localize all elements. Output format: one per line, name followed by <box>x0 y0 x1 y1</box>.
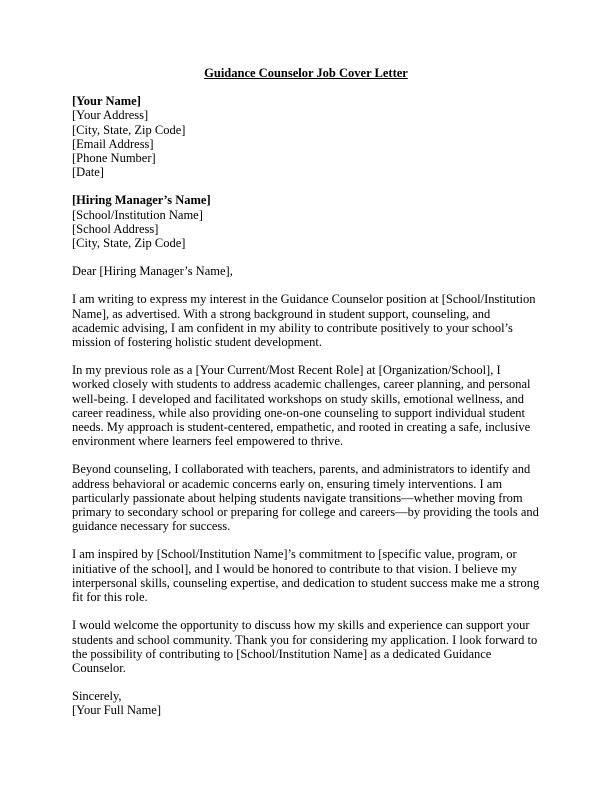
signature-name: [Your Full Name] <box>72 703 162 718</box>
document-title: Guidance Counselor Job Cover Letter <box>204 66 408 80</box>
sender-block <box>72 94 540 179</box>
sender-phone: [Phone Number] <box>72 151 156 166</box>
recipient-institution: [School/Institution Name] <box>72 207 203 222</box>
salutation: Dear [Hiring Manager’s Name], <box>72 264 233 279</box>
sender-address: [Your Address] <box>72 108 149 123</box>
signoff: Sincerely, <box>72 689 122 704</box>
sender-name: [Your Name] <box>72 94 141 109</box>
recipient-block <box>72 193 540 250</box>
body-paragraph-collaboration: Beyond counseling, I collaborated with teachers, parents, and administrators to identify and address behavioral or academic concerns early on, ensuring timely interventions. I am particularly passionate about helping students navigate transitions—whether moving from primary to secondary school or preparing for college and careers—by providing the tools and guidance necessary for success. <box>72 462 539 534</box>
recipient-address: [School Address] <box>72 221 159 236</box>
body-paragraph-experience: In my previous role as a [Your Current/Most Recent Role] at [Organization/School], I worked closely with students to address academic challenges, career planning, and personal well-being. I developed and facilitated workshops on study skills, emotional wellness, and career readiness, while also providing one-on-one counseling to support individual student needs. My approach is student-centered, empathetic, and rooted in creating a safe, inclusive environment where learners feel empowered to thrive. <box>72 363 531 449</box>
body-paragraph-closing: I would welcome the opportunity to discuss how my skills and experience can support your students and school community. Thank you for considering my application. I look forward to the possibility of contributing to [School/Institution Name] as a dedicated Guidance Counselor. <box>72 618 538 675</box>
body-paragraph-intro: I am writing to express my interest in the Guidance Counselor position at [School/Institution Name], as advertised. With a strong background in student support, counseling, and academic advising, I am confident in my ability to contribute positively to your school’s mission of fostering holistic student development. <box>72 292 536 350</box>
recipient-city-state-zip: [City, State, Zip Code] <box>72 236 186 251</box>
body-paragraph-fit: I am inspired by [School/Institution Name]’s commitment to [specific value, program, or initiative of the school], and I would be honored to contribute to that vision. I believe my interpersonal skills, counseling expertise, and dedication to student success make me a strong fit for this role. <box>72 547 540 605</box>
closing-block <box>72 689 540 717</box>
letter-date: [Date] <box>72 165 104 180</box>
recipient-name: [Hiring Manager’s Name] <box>72 193 211 208</box>
sender-email: [Email Address] <box>72 136 154 151</box>
sender-city-state-zip: [City, State, Zip Code] <box>72 122 186 137</box>
